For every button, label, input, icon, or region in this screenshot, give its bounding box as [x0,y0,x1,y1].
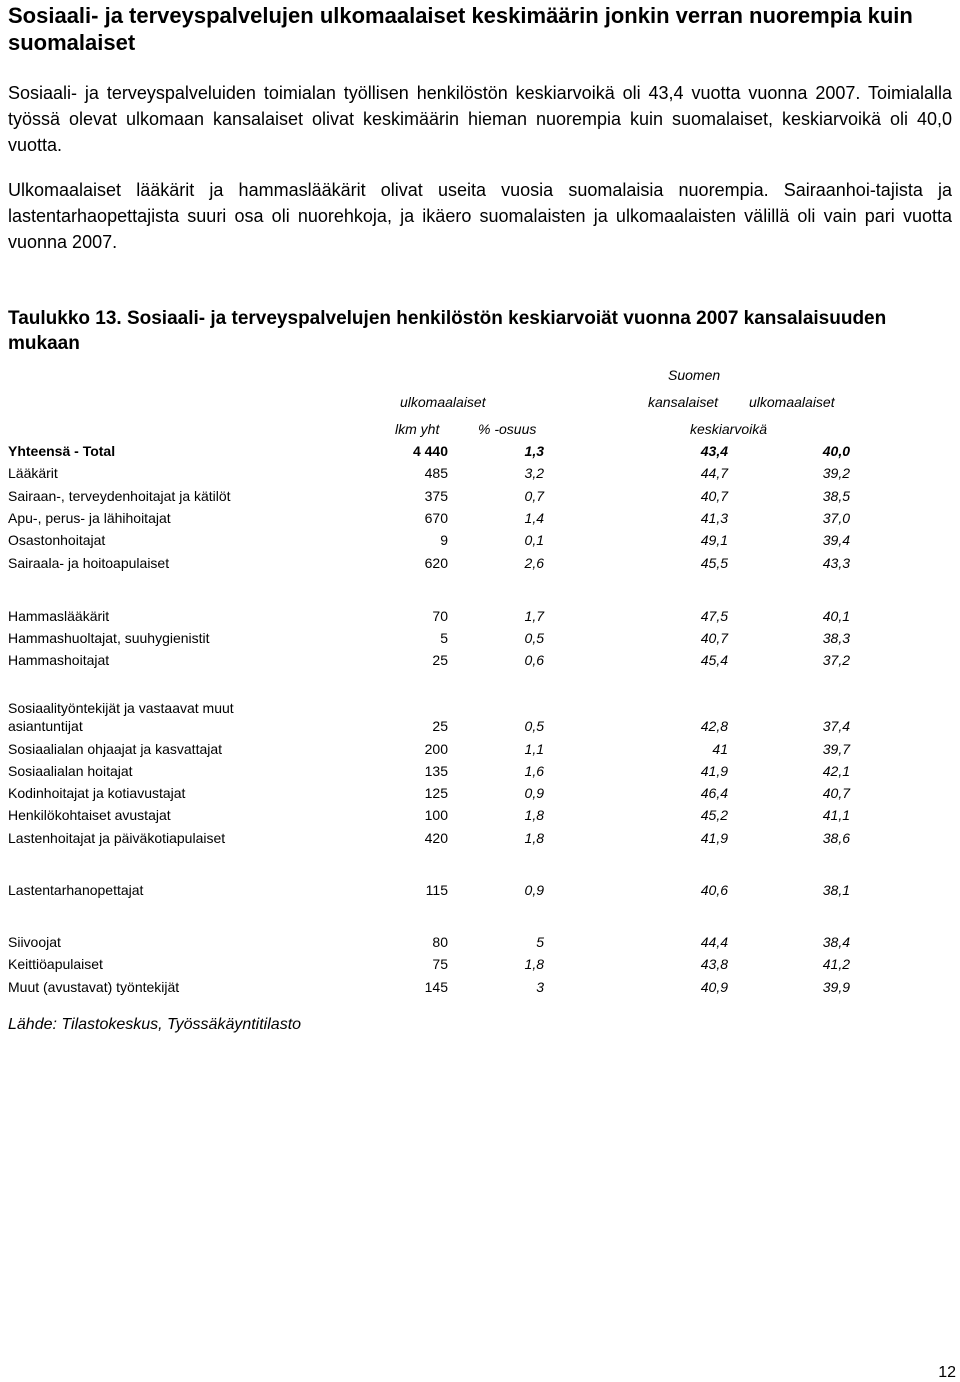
cell-lkm: 9 [440,532,448,548]
cell-age-finnish: 46,4 [700,785,728,801]
table-row [8,762,952,782]
cell-age-foreign: 39,7 [822,741,850,757]
cell-lkm: 100 [424,807,448,823]
table-row [8,881,952,901]
row-label: Hammaslääkärit [8,608,110,624]
cell-age-foreign: 38,3 [822,630,850,646]
table-row [8,651,952,671]
cell-age-foreign: 37,2 [822,652,850,668]
cell-osuus: 1,7 [524,608,544,624]
row-label: Keittiöapulaiset [8,956,103,972]
cell-lkm: 485 [424,465,448,481]
cell-age-finnish: 45,4 [700,652,728,668]
page-number: 12 [938,1364,956,1381]
header-lkm: lkm yht [395,421,440,437]
cell-lkm: 135 [424,763,448,779]
cell-osuus: 1,6 [524,763,544,779]
cell-osuus: 0,5 [524,718,544,734]
cell-osuus: 5 [536,934,544,950]
cell-lkm: 70 [432,608,448,624]
cell-lkm: 25 [432,652,448,668]
cell-age-finnish: 41 [712,741,728,757]
table-caption: Taulukko 13. Sosiaali- ja terveyspalvelujen henkilöstön keskiarvoiät vuonna 2007 kansalaisuuden mukaan [8,308,887,354]
row-label: Hammashuoltajat, suuhygienistit [8,630,210,646]
row-label: Muut (avustavat) työntekijät [8,979,180,995]
header-kansalaiset: kansalaiset [648,394,719,410]
source-note: Lähde: Tilastokeskus, Työssäkäyntitilasto [8,1016,302,1033]
row-label: Yhteensä - Total [8,443,116,459]
cell-age-finnish: 40,7 [700,488,728,504]
row-label: Sosiaalialan hoitajat [8,763,133,779]
cell-osuus: 1,1 [524,741,544,757]
cell-osuus: 0,5 [524,630,544,646]
cell-osuus: 0,6 [524,652,544,668]
cell-age-finnish: 41,3 [700,510,728,526]
row-label: Sosiaalityöntekijät ja vastaavat muut [8,700,234,716]
table-row [8,806,952,826]
cell-age-foreign: 38,6 [822,830,850,846]
table-row [8,509,952,529]
table-row [8,607,952,627]
cell-age-foreign: 43,3 [822,555,850,571]
cell-age-foreign: 37,0 [822,510,850,526]
cell-osuus: 0,7 [524,488,544,504]
table-row [8,955,952,975]
cell-age-foreign: 38,5 [822,488,850,504]
cell-age-finnish: 40,9 [700,979,728,995]
row-label: Lastentarhanopettajat [8,882,144,898]
row-label: Sosiaalialan ohjaajat ja kasvattajat [8,741,223,757]
cell-age-foreign: 39,2 [822,465,850,481]
cell-age-finnish: 40,6 [700,882,728,898]
cell-osuus: 0,9 [524,882,544,898]
cell-osuus: 3,2 [524,465,544,481]
cell-lkm: 375 [424,488,448,504]
row-label: Kodinhoitajat ja kotiavustajat [8,785,186,801]
header-ulkomaalaiset: ulkomaalaiset [749,394,835,410]
cell-lkm: 80 [432,934,448,950]
cell-age-finnish: 42,8 [700,718,728,734]
cell-osuus: 2,6 [524,555,544,571]
section-heading: Sosiaali- ja terveyspalvelujen ulkomaalaiset keskimäärin jonkin verran nuorempia kuin suomalaiset [8,3,913,55]
table-row [8,487,952,507]
header-osuus: % -osuus [478,421,537,437]
table-row [8,784,952,804]
header-keskiarvoika: keskiarvoikä [690,421,768,437]
cell-age-foreign: 38,4 [822,934,850,950]
table-row [8,464,952,484]
table-row [8,933,952,953]
cell-age-foreign: 40,7 [822,785,850,801]
cell-age-finnish: 43,4 [700,443,728,459]
cell-lkm: 145 [424,979,448,995]
table-row [8,554,952,574]
header-ulkomaalaiset-group: ulkomaalaiset [400,394,486,410]
row-label-cont: asiantuntijat [8,718,83,734]
cell-age-foreign: 42,1 [822,763,850,779]
table-row [8,829,952,849]
cell-osuus: 1,4 [524,510,544,526]
cell-osuus: 3 [536,979,544,995]
row-label: Lääkärit [8,465,58,481]
cell-age-finnish: 49,1 [700,532,728,548]
paragraph-1: Sosiaali- ja terveyspalveluiden toimialan työllisen henkilöstön keskiarvoikä oli 43,4 vuotta vuonna 2007. Toimialalla työssä olevat ulkomaan kansalaiset olivat keskimäärin hieman nuorempia kuin suomalaiset, keskiarvoikä oli 40,0 vuotta. [8,83,952,155]
cell-age-finnish: 40,7 [700,630,728,646]
cell-age-finnish: 45,5 [700,555,728,571]
row-label: Siivoojat [8,934,61,950]
cell-osuus: 1,8 [524,830,544,846]
paragraph-2: Ulkomaalaiset lääkärit ja hammaslääkärit olivat useita vuosia suomalaisia nuorempia. Sairaanhoi-tajista ja lastentarhaopettajista suuri osa oli nuorehkoja, ja ikäero suomalaisten ja ulkomaalaisten välillä oli vain pari vuotta vuonna 2007. [8,180,952,252]
cell-age-foreign: 40,0 [822,443,850,459]
cell-age-finnish: 44,4 [700,934,728,950]
cell-age-foreign: 39,4 [822,532,850,548]
row-label: Lastenhoitajat ja päiväkotiapulaiset [8,830,226,846]
cell-lkm: 125 [424,785,448,801]
row-label: Henkilökohtaiset avustajat [8,807,171,823]
row-label: Apu-, perus- ja lähihoitajat [8,510,171,526]
cell-age-foreign: 40,1 [822,608,850,624]
cell-age-finnish: 41,9 [700,763,728,779]
cell-age-finnish: 43,8 [700,956,728,972]
table-row [8,629,952,649]
cell-lkm: 420 [424,830,448,846]
cell-lkm: 670 [424,510,448,526]
cell-age-foreign: 41,1 [822,807,850,823]
cell-lkm: 75 [432,956,448,972]
row-label: Osastonhoitajat [8,532,106,548]
table-row [8,978,952,998]
cell-osuus: 1,3 [524,443,544,459]
header-suomen: Suomen [668,367,721,383]
cell-lkm: 4 440 [412,443,448,459]
cell-age-finnish: 44,7 [700,465,728,481]
row-label: Sairaan-, terveydenhoitajat ja kätilöt [8,488,231,504]
cell-lkm: 25 [432,718,448,734]
table-row [8,700,952,737]
cell-age-foreign: 39,9 [822,979,850,995]
cell-osuus: 1,8 [524,807,544,823]
cell-age-finnish: 47,5 [700,608,728,624]
cell-lkm: 200 [424,741,448,757]
cell-age-foreign: 37,4 [822,718,850,734]
cell-age-foreign: 41,2 [822,956,850,972]
cell-lkm: 620 [424,555,448,571]
cell-age-finnish: 41,9 [700,830,728,846]
cell-age-foreign: 38,1 [822,882,850,898]
table-row [8,531,952,551]
table-row [8,740,952,760]
cell-age-finnish: 45,2 [700,807,728,823]
cell-lkm: 5 [440,630,448,646]
row-label: Hammashoitajat [8,652,110,668]
cell-lkm: 115 [425,882,448,898]
table-row [8,442,952,462]
cell-osuus: 0,1 [524,532,544,548]
cell-osuus: 0,9 [524,785,544,801]
cell-osuus: 1,8 [524,956,544,972]
row-label: Sairaala- ja hoitoapulaiset [8,555,170,571]
